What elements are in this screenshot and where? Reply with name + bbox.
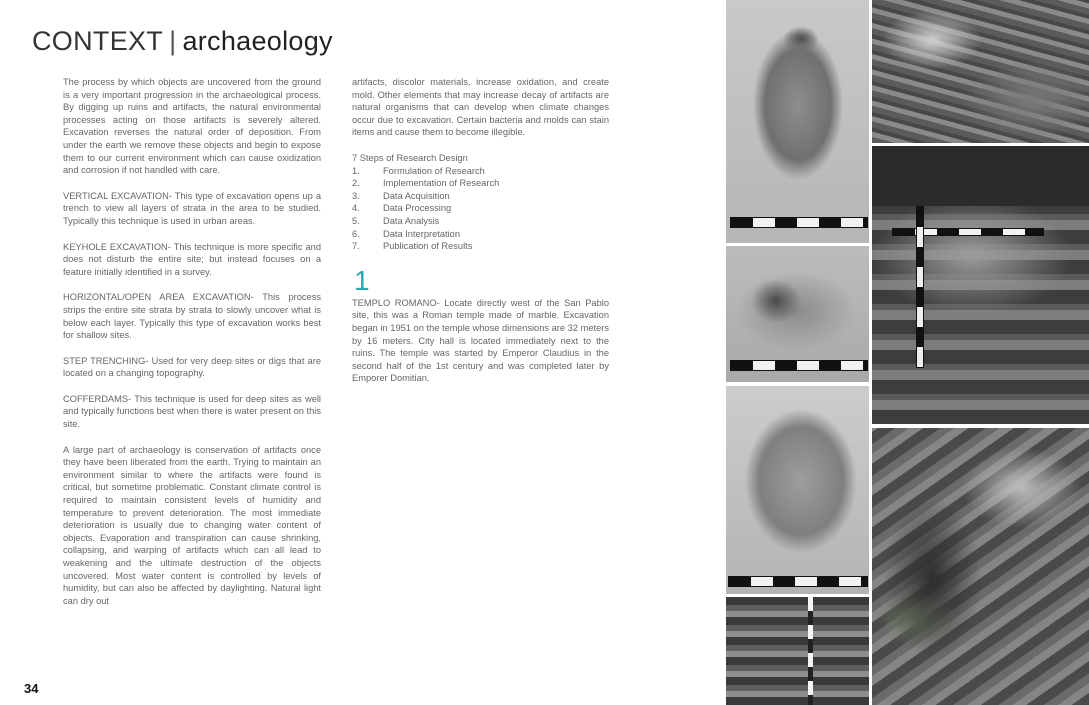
research-steps-list (352, 165, 609, 253)
list-item: 1. Formulation of Research (352, 165, 485, 176)
list-item: 5. Data Analysis (352, 215, 440, 226)
page-number: 34 (24, 681, 39, 696)
photo-layered-strata (726, 597, 869, 705)
steps-title: 7 Steps of Research Design (352, 152, 468, 163)
step-trenching-paragraph: STEP TRENCHING- Used for very deep sites or digs that are located on a changing topography. (63, 355, 321, 379)
continuation-paragraph: artifacts, discolor materials, increase oxidation, and create mold. Other elements that may increase decay of artifacts are natural organisms that can develop when climate changes occur due to excavation. Certain bacteria and molds can stain items and cause them to become illegible. (352, 77, 609, 138)
callout-number: 1 (354, 264, 370, 296)
conservation-paragraph: A large part of archaeology is conservation of artifacts once they have been liberated from the earth. Trying to maintain an environment similar to where the artifacts were found is critical, but sometime problematic. Constant climate control is required to maintain consistent levels of humidity and temperature to prevent deterioration. The most immediate deterioration is usually due to changing water content of objects. Evaporation and transpiration can cause shrinking, collapsing, and warping of artifacts which can all lead to weakening and the ultimate destruction of the objects uncovered. Most water content is controlled by levels of humidity, but can also be affected by daylighting. Natural light can dry out (63, 444, 321, 606)
title-lead: CONTEXT (32, 26, 164, 56)
list-item: 2. Implementation of Research (352, 178, 500, 189)
title-separator: | (169, 26, 177, 56)
photo-wall-excavation-top (872, 0, 1089, 143)
horizontal-excavation-paragraph: HORIZONTAL/OPEN AREA EXCAVATION- This process strips the entire site strata by strata to slowly uncover what is below each layer. Typically this type of excavation works best for shallow sites. (63, 292, 321, 341)
keyhole-excavation-paragraph: KEYHOLE EXCAVATION- This technique is more specific and does not disturb the entire site; but instead focuses on a feature initially identified in a survey. (63, 241, 321, 277)
cofferdams-paragraph: COFFERDAMS- This technique is used for deep sites as well and typically functions best when there is water present on this site. (63, 393, 321, 430)
left-text-column (63, 76, 321, 620)
intro-paragraph: The process by which objects are uncovered from the ground is a very important progression in the archaeological process. By digging up ruins and artifacts, the natural environmental processes acting on those artifacts is severely altered. Excavation reverses the natural order of deposition. From under the earth we remove these objects and begin to expose them to our current environment which can cause oxidization and corrosion if not handled with care. (63, 77, 321, 176)
templo-romano-paragraph: TEMPLO ROMANO- Locate directly west of the San Pablo site, this was a Roman temple made of marble. Excavation began in 1951 on the temple whose dimensions are 32 meters by 16 meters. City hall is located immediately next to the ruins. The temple was started by Emperor Claudius in the second half of the 1st century and was completed later by Emporer Domitian. (352, 297, 609, 384)
photo-excavation-pit (872, 428, 1089, 705)
middle-text-column (352, 76, 609, 398)
photo-stone-block (726, 386, 869, 594)
list-item: 3. Data Acquisition (352, 190, 450, 201)
page-title (32, 26, 333, 57)
list-item: 6. Data Interpretation (352, 228, 461, 239)
photo-ornamental-frieze (726, 246, 869, 382)
list-item: 4. Data Processing (352, 203, 452, 214)
photo-column-base-with-scale (872, 146, 1089, 424)
vertical-excavation-paragraph: VERTICAL EXCAVATION- This type of excavation opens up a trench to view all layers of strata in the area to be studied. Typically this technique is used in urban areas. (63, 190, 321, 226)
list-item: 7. Publication of Results (352, 241, 473, 252)
photo-carved-stone-fragment (726, 0, 869, 243)
title-subject: archaeology (182, 26, 333, 56)
